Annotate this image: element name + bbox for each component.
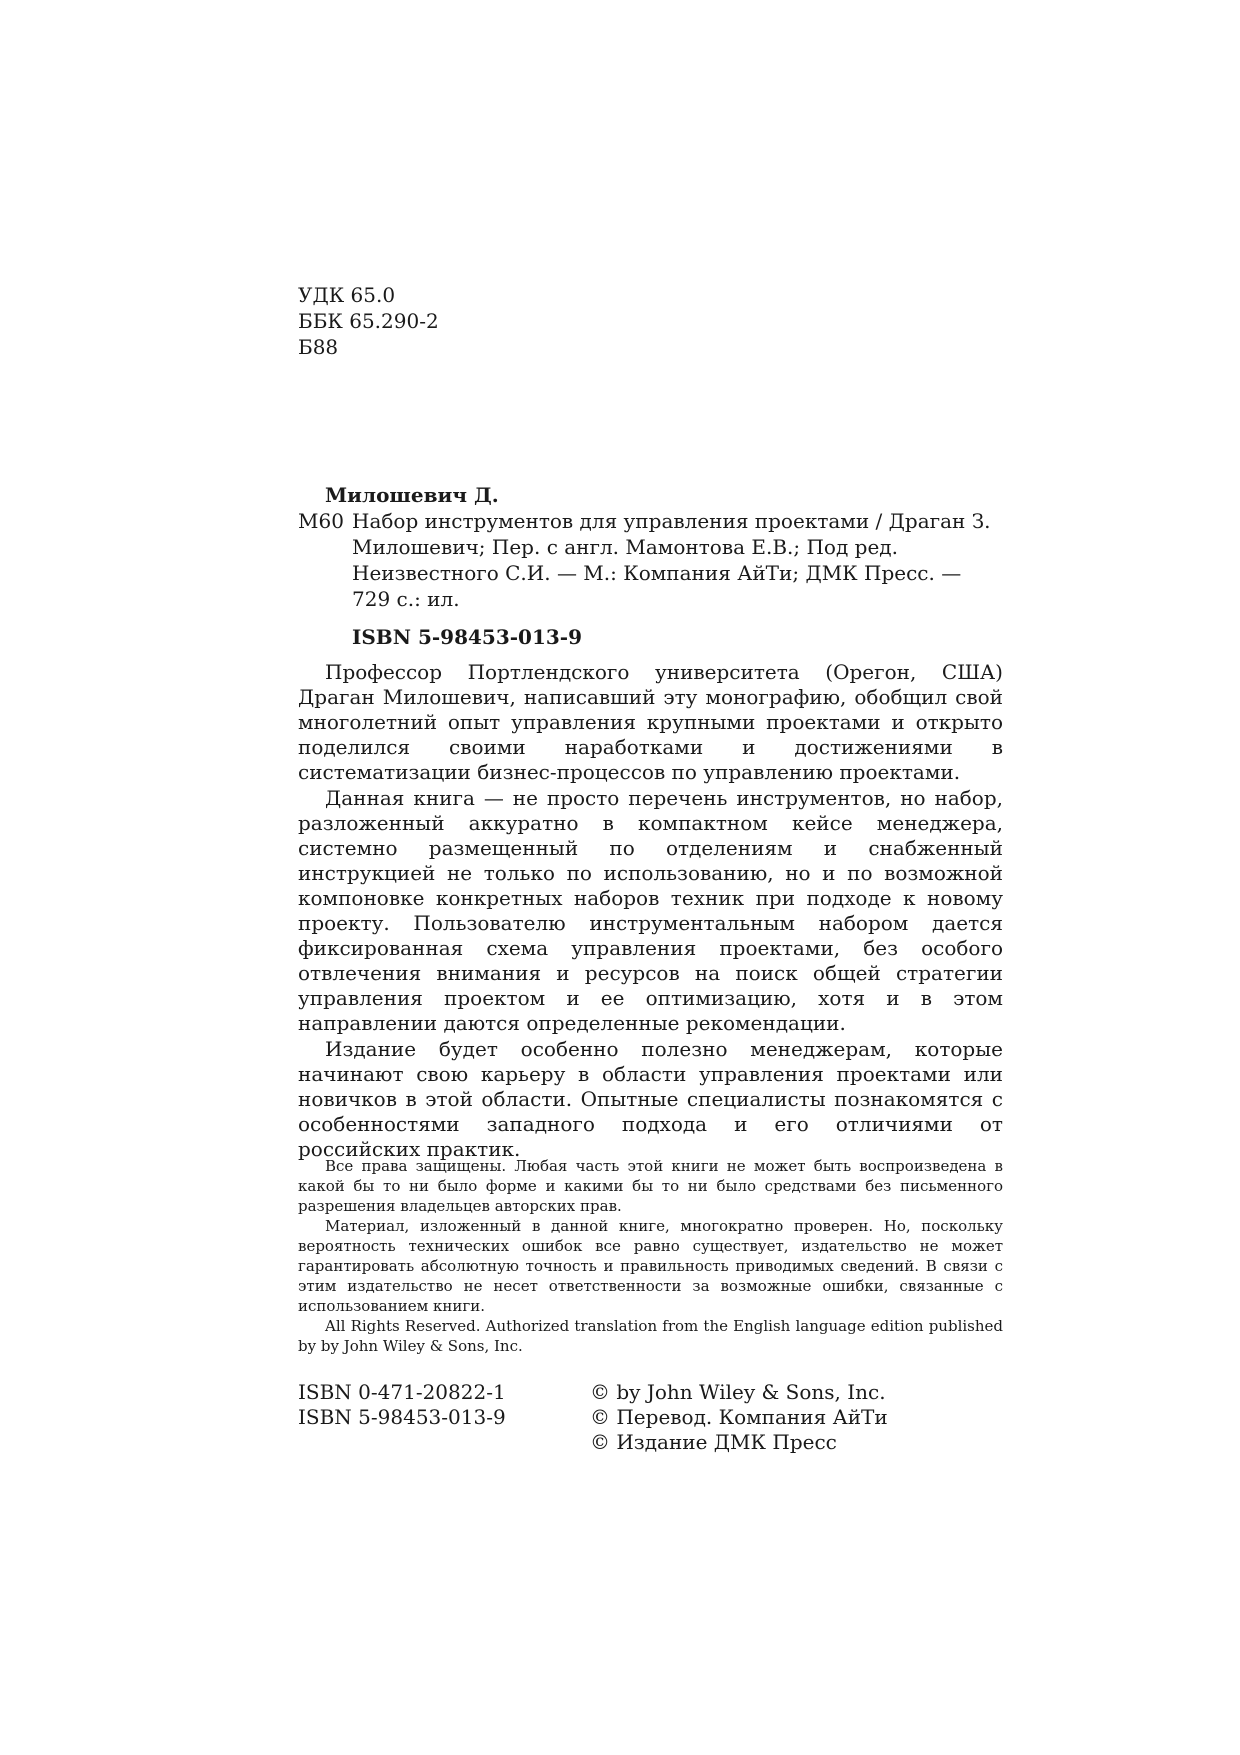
author-mark: Б88: [298, 335, 339, 359]
annotation-paragraph: Профессор Портлендского университета (Орегон, США) Драган Милошевич, написавший эту монографию, обобщил свой многолетний опыт управления крупными проектами и открыто поделился своими наработками и достижениями в систематизации бизнес-процессов по управлению проектами.: [298, 660, 1003, 784]
bibliographic-entry: [298, 508, 1003, 612]
legal-notice: [298, 1156, 1003, 1356]
isbn-number: ISBN 0-471-20822-1: [298, 1380, 506, 1404]
legal-paragraph: Все права защищены. Любая часть этой книги не может быть воспроизведена в какой бы то ни было форме и какими бы то ни было средствами без письменного разрешения владельцев авторских прав.: [298, 1157, 1003, 1215]
bibliographic-record: [298, 482, 1003, 650]
copyright-holder: © Издание ДМК Пресс: [590, 1430, 837, 1454]
bbk-code: ББК 65.290-2: [298, 309, 439, 333]
isbn-copyright-list: [298, 1380, 1003, 1455]
isbn-row: [298, 1405, 1003, 1430]
isbn-number: [298, 1430, 590, 1455]
annotation-paragraph: Данная книга — не просто перечень инструментов, но набор, разложенный аккуратно в компактном кейсе менеджера, системно размещенный по отделениям и снабженный инструкцией не только по использованию, но и по возможной компоновке конкретных наборов техник при подходе к новому проекту. Пользователю инструментальным набором дается фиксированная схема управления проектами, без особого отвлечения внимания и ресурсов на поиск общей стратегии управления проектом и ее оптимизацию, хотя и в этом направлении даются определенные рекомендации.: [298, 786, 1003, 1035]
isbn-row: [298, 1430, 1003, 1455]
isbn-heading: ISBN 5-98453-013-9: [352, 625, 583, 649]
udk-code: УДК 65.0: [298, 283, 396, 307]
author-cipher: М60: [298, 509, 344, 533]
annotation: [298, 660, 1003, 1162]
copyright-holder: © by John Wiley & Sons, Inc.: [590, 1380, 886, 1404]
legal-paragraph: All Rights Reserved. Authorized translation from the English language edition published by by John Wiley & Sons, Inc.: [298, 1317, 1003, 1355]
isbn-number: ISBN 5-98453-013-9: [298, 1405, 506, 1429]
legal-paragraph: Материал, изложенный в данной книге, многократно проверен. Но, поскольку вероятность технических ошибок все равно существует, издательство не может гарантировать абсолютную точность и правильность приводимых сведений. В связи с этим издательство не несет ответственности за возможные ошибки, связанные с использованием книги.: [298, 1217, 1003, 1315]
isbn-row: [298, 1380, 1003, 1405]
copyright-holder: © Перевод. Компания АйТи: [590, 1405, 888, 1429]
classification-codes: [298, 282, 1003, 360]
annotation-paragraph: Издание будет особенно полезно менеджерам, которые начинают свою карьеру в области управления проектами или новичков в этой области. Опытные специалисты познакомятся с особенностями западного подхода и его отличиями от российских практик.: [298, 1037, 1003, 1161]
author-heading: Милошевич Д.: [325, 483, 499, 507]
bibliographic-description: Набор инструментов для управления проектами / Драган З. Милошевич; Пер. с англ. Мамонтова Е.В.; Под ред. Неизвестного С.И. — М.: Компания АйТи; ДМК Пресс. — 729 с.: ил.: [352, 509, 991, 611]
